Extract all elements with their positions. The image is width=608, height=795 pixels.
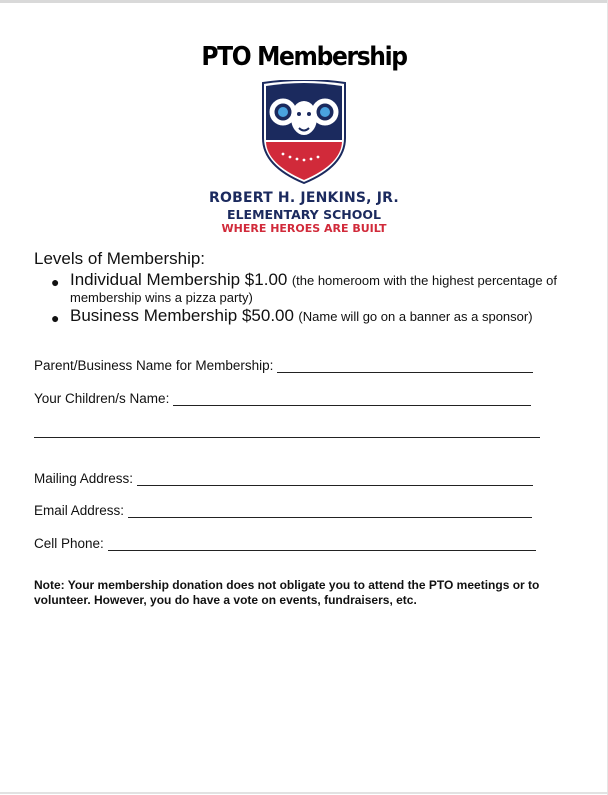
membership-note: Note: Your membership donation does not obligate you to attend the PTO meetings or to volunteer. However, you do have a vote on events, fundraisers, etc. [34,578,540,607]
bullet-icon: ● [51,310,60,326]
mailing-address-label: Mailing Address: [34,471,134,486]
level-name: Individual Membership $1.00 [70,270,288,289]
children-name-label: Your Children/s Name: [34,391,170,406]
page-title: PTO Membership [201,42,407,72]
levels-heading: Levels of Membership: [34,249,206,268]
mailing-address-field[interactable] [34,471,533,486]
bullet-icon: ● [51,274,60,290]
school-shield-logo [261,80,347,184]
school-name-line1: ROBERT H. JENKINS, JR. [209,190,399,206]
top-border [0,0,608,3]
level-note: (Name will go on a banner as a sponsor) [298,309,533,324]
level-name: Business Membership $50.00 [70,306,294,325]
school-motto: WHERE HEROES ARE BUILT [221,222,387,235]
cell-phone-field[interactable] [34,536,536,551]
membership-level-business [70,307,560,325]
membership-level-individual [70,271,560,306]
children-name-field[interactable] [34,391,531,406]
parent-name-label: Parent/Business Name for Membership: [34,358,274,373]
children-name-blank[interactable] [173,392,531,406]
mailing-address-blank[interactable] [137,472,533,486]
email-address-blank[interactable] [128,504,532,518]
school-name-line2: ELEMENTARY SCHOOL [227,207,381,222]
level-note: (the homeroom with the highest percentage of membership wins a pizza party) [70,273,558,305]
bottom-border [0,792,608,794]
parent-name-blank[interactable] [277,359,533,373]
email-address-field[interactable] [34,503,532,518]
cell-phone-blank[interactable] [108,537,536,551]
parent-name-field[interactable] [34,358,533,373]
children-name-blank-extra[interactable] [34,437,540,438]
cell-phone-label: Cell Phone: [34,536,104,551]
email-address-label: Email Address: [34,503,125,518]
